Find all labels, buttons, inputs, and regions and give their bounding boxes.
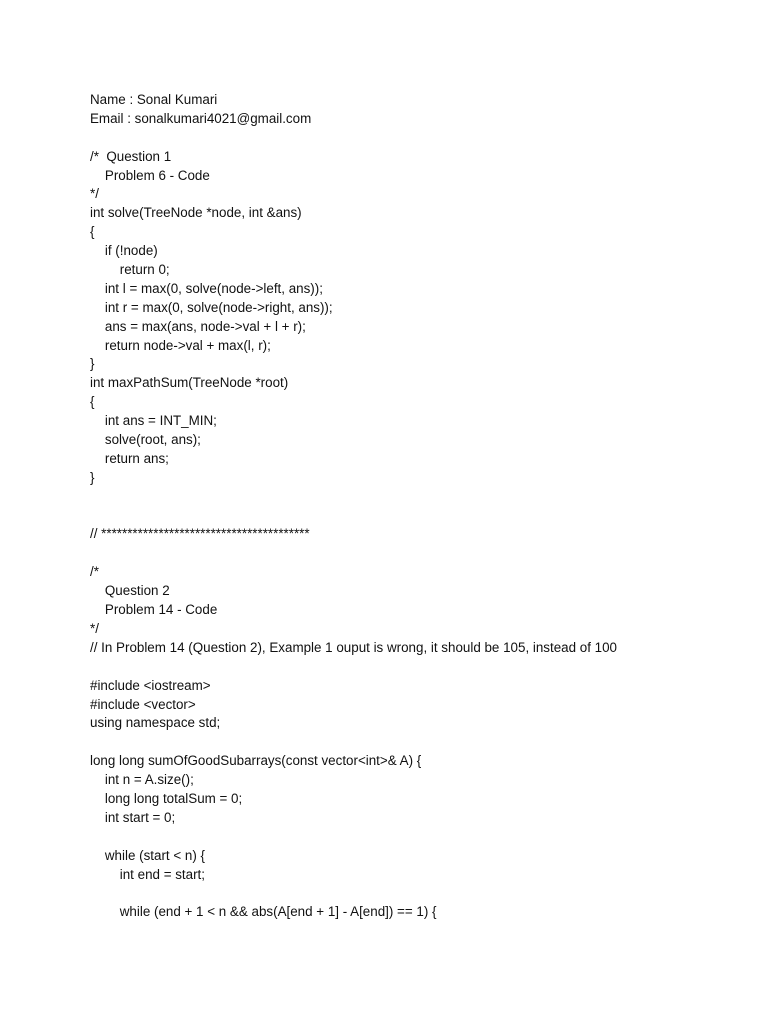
text-line (90, 507, 750, 526)
text-line: while (end + 1 < n && abs(A[end + 1] - A[end]) == 1) { (90, 904, 437, 920)
text-line: if (!node) (90, 243, 158, 259)
text-line: return 0; (90, 262, 170, 278)
text-line: Question 2 (90, 583, 170, 599)
text-line: long long sumOfGoodSubarrays(const vector<int>& A) { (90, 753, 422, 769)
text-line: // In Problem 14 (Question 2), Example 1 ouput is wrong, it should be 105, instead of 100 (90, 639, 618, 655)
text-line (90, 733, 750, 752)
text-line: int l = max(0, solve(node->left, ans)); (90, 280, 323, 296)
text-line: while (start < n) { (90, 847, 205, 863)
text-line: int maxPathSum(TreeNode *root) (90, 375, 289, 391)
text-line (90, 544, 750, 563)
text-line: // **************************************** (90, 526, 310, 542)
text-line: } (90, 356, 95, 372)
text-line: /* (90, 564, 99, 580)
text-line: /* Question 1 (90, 148, 172, 164)
text-line (90, 488, 750, 507)
text-line: Email : sonalkumari4021@gmail.com (90, 110, 312, 126)
text-line: int r = max(0, solve(node->right, ans)); (90, 299, 333, 315)
text-line: long long totalSum = 0; (90, 790, 243, 806)
text-line: using namespace std; (90, 715, 221, 731)
text-line (90, 129, 750, 148)
text-line: #include <vector> (90, 696, 196, 712)
text-line (90, 884, 750, 903)
text-line: int solve(TreeNode *node, int &ans) (90, 205, 302, 221)
text-line: int ans = INT_MIN; (90, 413, 217, 429)
text-line: { (90, 224, 95, 240)
text-line: int end = start; (90, 866, 205, 882)
text-line: Problem 6 - Code (90, 167, 210, 183)
text-line: #include <iostream> (90, 677, 211, 693)
text-line: { (90, 394, 95, 410)
document-text (90, 91, 750, 922)
text-line: */ (90, 620, 99, 636)
text-line: ans = max(ans, node->val + l + r); (90, 318, 306, 334)
text-line: */ (90, 186, 99, 202)
text-line: Problem 14 - Code (90, 602, 218, 618)
text-line: return node->val + max(l, r); (90, 337, 271, 353)
text-line: int start = 0; (90, 809, 176, 825)
text-line (90, 828, 750, 847)
text-line (90, 658, 750, 677)
text-line: return ans; (90, 450, 169, 466)
text-line: Name : Sonal Kumari (90, 92, 218, 107)
text-line: int n = A.size(); (90, 772, 194, 788)
text-line: } (90, 469, 95, 485)
text-line: solve(root, ans); (90, 432, 201, 448)
